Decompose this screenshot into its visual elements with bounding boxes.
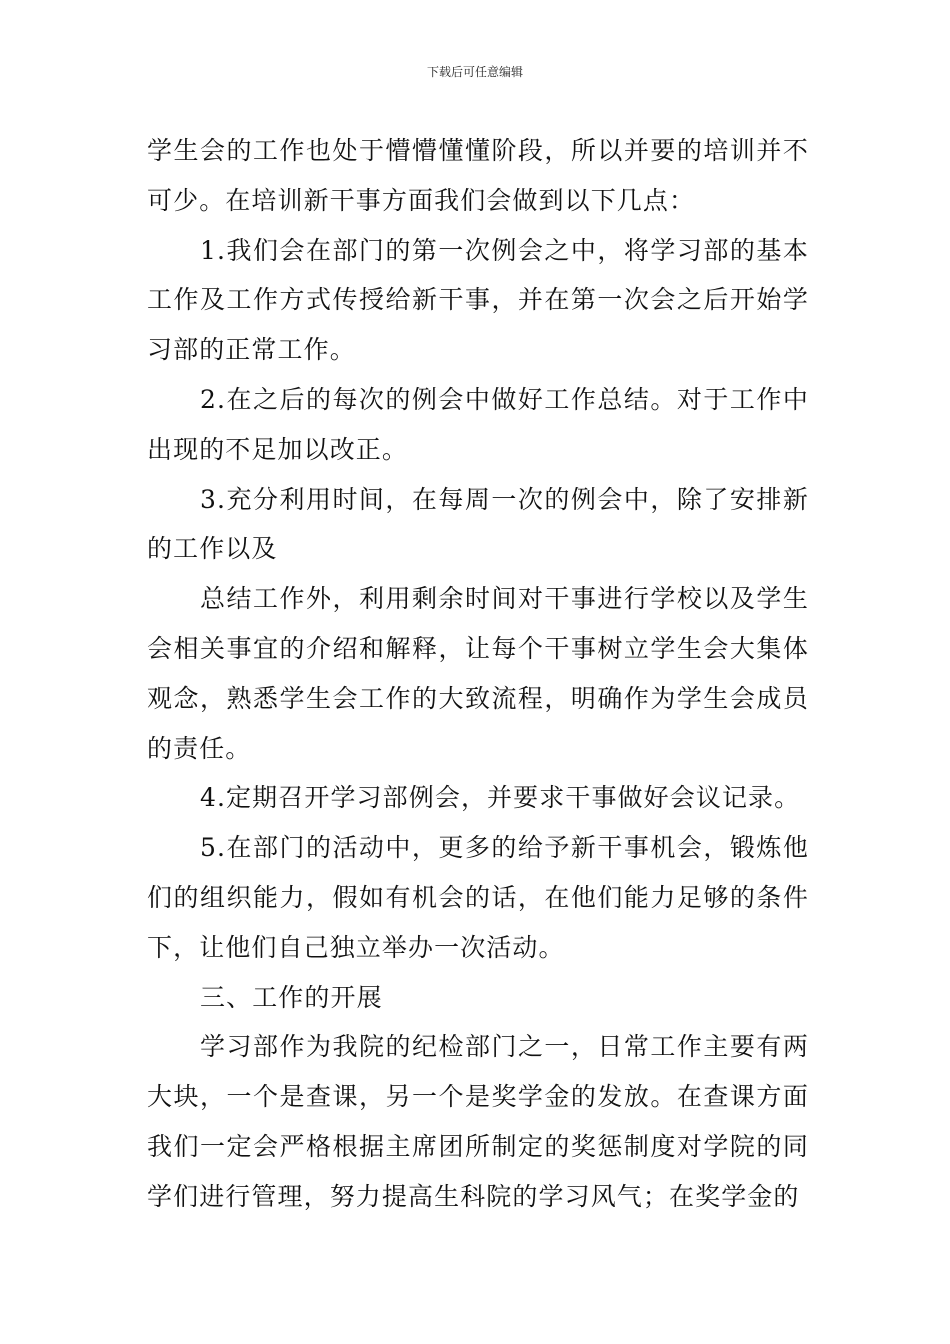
paragraph-work-development: 学习部作为我院的纪检部门之一，日常工作主要有两大块，一个是查课，另一个是奖学金的发放。在查课方面我们一定会严格根据主席团所制定的奖惩制度对学院的同学们进行管理，努力提高生科院的学习风气；在奖学金的: [147, 1032, 809, 1211]
paragraph-point-1: 1.我们会在部门的第一次例会之中，将学习部的基本工作及工作方式传授给新干事，并在第一次会之后开始学习部的正常工作。: [147, 235, 809, 365]
paragraph-point-2: 2.在之后的每次的例会中做好工作总结。对于工作中出现的不足加以改正。: [147, 384, 809, 464]
paragraph-point-3: 3.充分利用时间，在每周一次的例会中，除了安排新的工作以及: [147, 484, 809, 564]
paragraph-point-3-continued: 总结工作外，利用剩余时间对干事进行学校以及学生会相关事宜的介绍和解释，让每个干事树立学生会大集体观念，熟悉学生会工作的大致流程，明确作为学生会成员的责任。: [147, 584, 809, 763]
paragraph-training-intro: 学生会的工作也处于懵懵懂懂阶段，所以并要的培训并不可少。在培训新干事方面我们会做到以下几点：: [147, 136, 809, 215]
section-heading-work-development: 三、工作的开展: [200, 982, 383, 1012]
page-header: 下载后可任意编辑: [426, 65, 523, 79]
paragraph-point-5: 5.在部门的活动中，更多的给予新干事机会，锻炼他们的组织能力，假如有机会的话，在他们能力足够的条件下，让他们自己独立举办一次活动。: [147, 833, 809, 962]
document-body: [147, 126, 809, 1222]
paragraph-point-4: 4.定期召开学习部例会，并要求干事做好会议记录。: [200, 783, 801, 813]
